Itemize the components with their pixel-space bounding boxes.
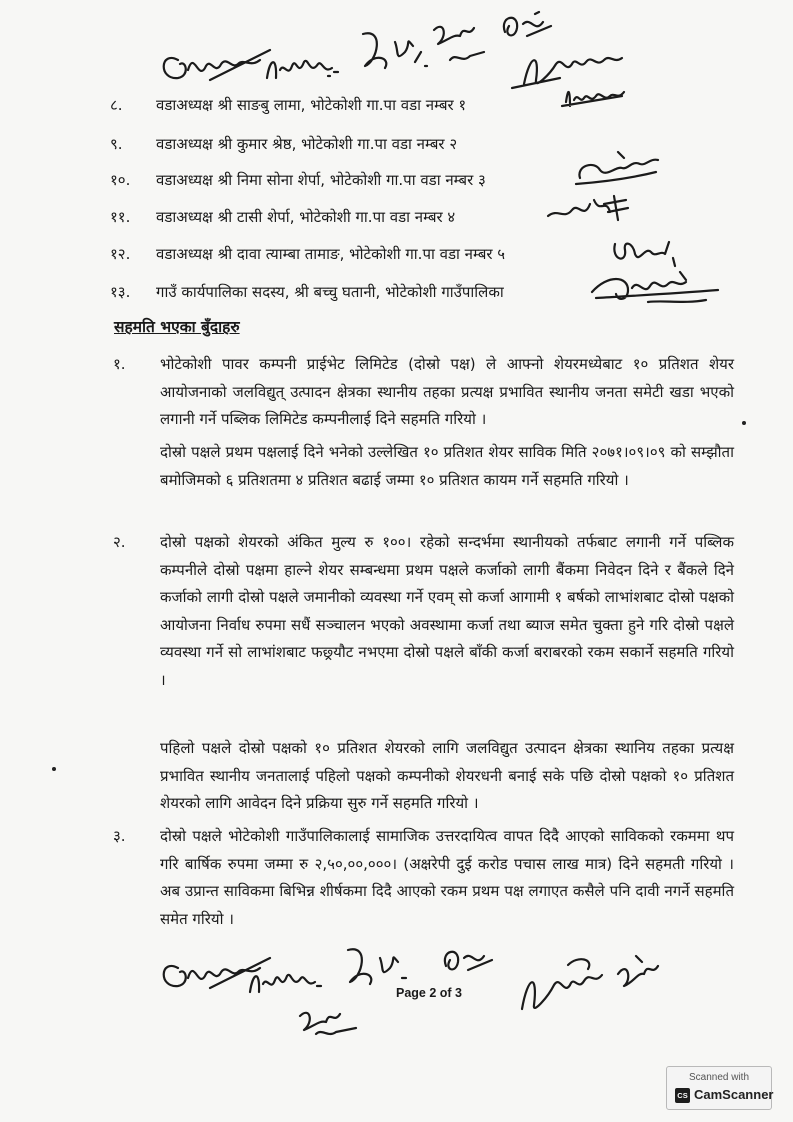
signature-top-3	[355, 22, 435, 77]
signature-bottom-3	[340, 938, 410, 988]
scanned-with-label: Scanned with	[688, 1072, 750, 1083]
member-row	[110, 170, 486, 190]
signature-bottom-5	[508, 945, 608, 1025]
member-number: १३.	[110, 283, 131, 301]
page-number: Page 2 of 3	[396, 986, 462, 1000]
signature-member-8	[560, 82, 630, 112]
signature-member-10	[572, 148, 662, 190]
member-row	[110, 282, 504, 302]
scan-dot	[742, 421, 746, 425]
point-paragraph: भोटेकोशी पावर कम्पनी प्राईभेट लिमिटेड (दोस्रो पक्ष) ले आफ्नो शेयरमध्येबाट १० प्रतिशत शेयर आयोजनाको जलविद्युत् उत्पादन क्षेत्रका स्थानीय तहका प्रत्यक्ष प्रभावित स्थानीय जनता समेटी खडा भएको लगानी गर्ने पब्लिक लिमिटेड कम्पनीलाई दिने सहमति गरियो ।	[160, 355, 734, 428]
signature-member-13	[588, 266, 728, 314]
scan-dot	[52, 767, 56, 771]
member-text: वडाअध्यक्ष श्री निमा सोना शेर्पा, भोटेकोशी गा.पा वडा नम्बर ३	[156, 171, 486, 189]
point-paragraph: पहिलो पक्षले दोस्रो पक्षको १० प्रतिशत शेयरको लागि जलविद्युत उत्पादन क्षेत्रका स्थानिय तहका प्रत्यक्ष प्रभावित स्थानीय जनतालाई पहिलो पक्षको कम्पनीको शेयरधनी बनाई सके पछि दोस्रो पक्षको १० प्रतिशत शेयरको लागि आवेदन दिने प्रक्रिया सुरु गर्ने सहमति गरियो ।	[160, 739, 734, 812]
member-row	[110, 207, 455, 227]
agreements-heading: सहमति भएका बुँदाहरु	[114, 318, 240, 336]
member-row	[110, 134, 457, 154]
member-number: १०.	[110, 171, 131, 189]
point-paragraph: दोस्रो पक्षले भोटेकोशी गाउँपालिकालाई सामाजिक उत्तरदायित्व वापत दिदै आएको साविकको रकममा थप गरि बार्षिक रुपमा जम्मा रु २,५०,००,०००। (अक्षरेपी दुई करोड पचास लाख मात्र) दिने सहमती गरियो । अब उप्रान्त साविकमा बिभिन्न शीर्षकमा दिदै आएको रकम प्रथम पक्ष लगाएत कसैले पनि दावी नगर्ने सहमति समेत गरियो ।	[160, 827, 734, 928]
signature-top-2	[262, 48, 342, 88]
member-number: ९.	[110, 135, 123, 153]
signature-member-12	[607, 232, 687, 270]
point-paragraph: दोस्रो पक्षको शेयरको अंकित मुल्य रु १००। रहेको सन्दर्भमा स्थानीयको तर्फबाट लगानी गर्ने पब्लिक कम्पनीले दोस्रो पक्षमा हाल्ने शेयर सम्बन्धमा प्रथम पक्षले कर्जाको लागी बैंकमा निवेदन दिने र बैंकले दिने कर्जाको लागी दोस्रो पक्षले जमानीको व्यवस्था गर्ने एवम् सो कर्जा आगामी १ बर्षको लाभांशबाट दोस्रो पक्षको आयोजना निर्वाध रुपमा सधैं सञ्चालन भएको अवस्थामा कर्जा तथा ब्याज समेत चुक्ता हुने गरि दोस्रो पक्षले व्यवस्था गर्ने सो लाभांशबाट फछ्र्यौट नभएमा दोस्रो पक्षले बाँकी कर्जा बराबरको रकम सकार्ने सहमति गरियो ।	[160, 533, 734, 689]
member-row	[110, 95, 466, 115]
camscanner-name: CamScanner	[694, 1087, 774, 1102]
point-number: २.	[113, 533, 126, 551]
member-number: १२.	[110, 245, 131, 263]
signature-top-4	[430, 14, 490, 69]
camscanner-badge	[666, 1066, 772, 1110]
signature-bottom-4	[436, 940, 496, 984]
member-text: गाउँ कार्यपालिका सदस्य, श्री बच्चु घतानी, भोटेकोशी गाउँपालिका	[156, 283, 504, 301]
signature-top-1	[150, 30, 280, 90]
camscanner-logo-icon: CS	[675, 1088, 690, 1103]
member-row	[110, 244, 505, 264]
member-number: ८.	[110, 96, 123, 114]
point-number: ३.	[113, 827, 126, 845]
member-text: वडाअध्यक्ष श्री साङबु लामा, भोटेकोशी गा.पा वडा नम्बर १	[156, 96, 467, 114]
signature-member-11	[544, 190, 634, 230]
point-number: १.	[113, 355, 126, 373]
signature-bottom-2	[245, 962, 325, 1002]
signature-bottom-6	[612, 948, 672, 998]
member-number: ११.	[110, 208, 131, 226]
point-paragraph: दोस्रो पक्षले प्रथम पक्षलाई दिने भनेको उल्लेखित १० प्रतिशत शेयर साविक मिति २०७१।०९।०९ को सम्झौता बमोजिमको ६ प्रतिशतमा ४ प्रतिशत बढाई जम्मा १० प्रतिशत कायम गर्ने सहमति गरियो ।	[160, 443, 734, 489]
signature-bottom-7	[296, 1000, 366, 1040]
member-text: वडाअध्यक्ष श्री कुमार श्रेष्ठ, भोटेकोशी गा.पा वडा नम्बर २	[156, 135, 458, 153]
member-text: वडाअध्यक्ष श्री दावा त्याम्बा तामाङ, भोटेकोशी गा.पा वडा नम्बर ५	[156, 245, 506, 263]
member-text: वडाअध्यक्ष श्री टासी शेर्पा, भोटेकोशी गा.पा वडा नम्बर ४	[156, 208, 456, 226]
